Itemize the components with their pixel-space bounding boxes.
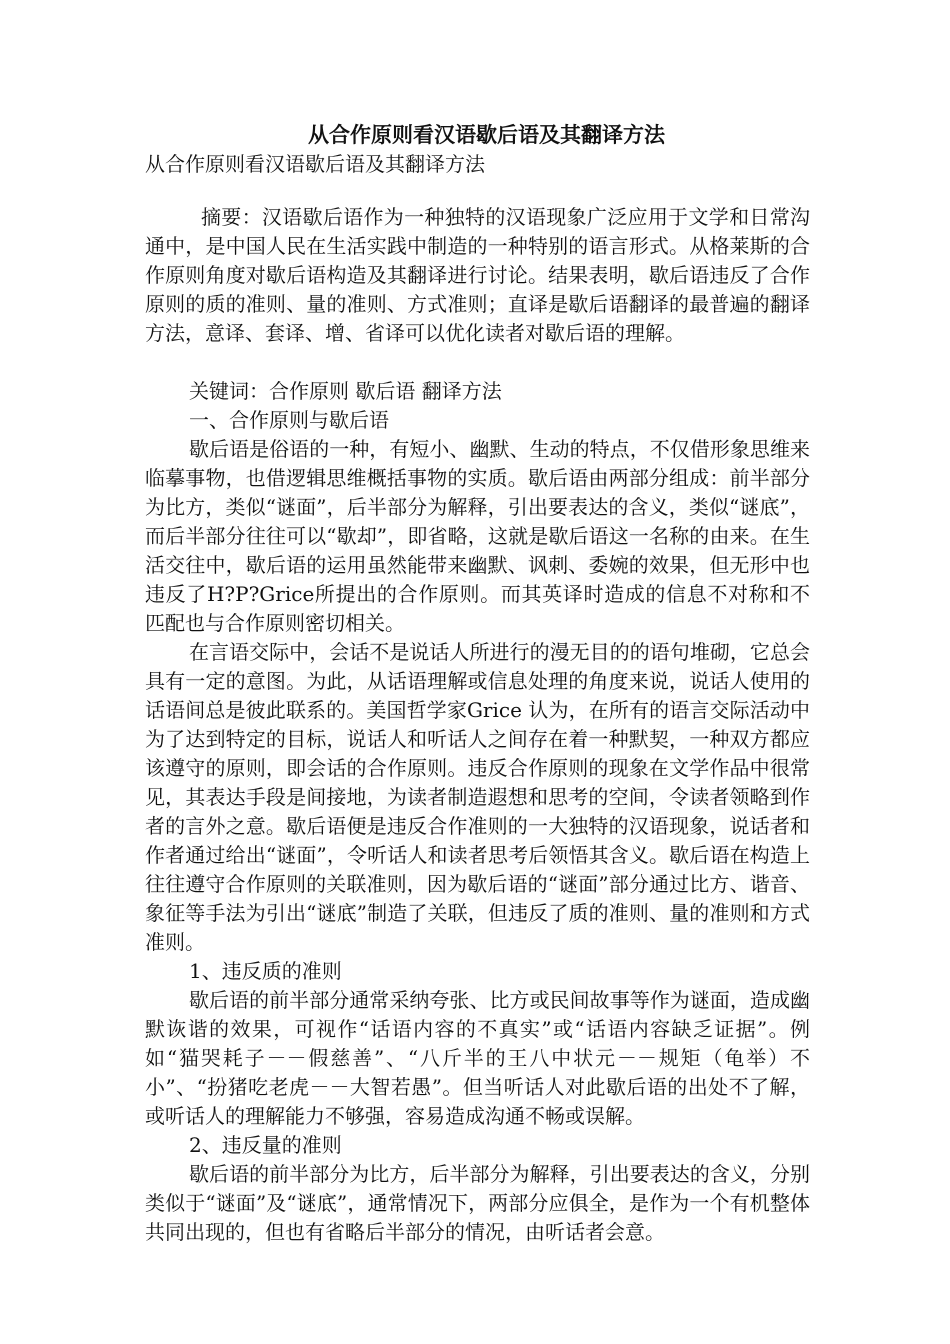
subsection-heading: 1、违反质的准则 [189, 959, 342, 983]
section-heading: 一、合作原则与歇后语 [189, 408, 389, 432]
document-subtitle: 从合作原则看汉语歇后语及其翻译方法 [145, 152, 485, 176]
abstract-paragraph: 摘要：汉语歇后语作为一种独特的汉语现象广泛应用于文学和日常沟通中，是中国人民在生活实践中制造的一种特别的语言形式。从格莱斯的合作原则角度对歇后语构造及其翻译进行讨论。结果表明，歇后语违反了合作原则的质的准则、量的准则、方式准则；直译是歇后语翻译的最普遍的翻译方法，意译、套译、增、省译可以优化读者对歇后语的理解。 [145, 205, 810, 345]
keywords-line: 关键词：合作原则 歇后语 翻译方法 [189, 379, 502, 403]
body-paragraph: 在言语交际中，会话不是说话人所进行的漫无目的的语句堆砌，它总会具有一定的意图。为此，从话语理解或信息处理的角度来说，说话人使用的话语间总是彼此联系的。美国哲学家Grice 认为，在所有的语言交际活动中为了达到特定的目标，说话人和听话人之间存在着一种默契，一种双方都应该遵守的原则，即会话的合作原则。违反合作原则的现象在文学作品中很常见，其表达手段是间接地，为读者制造遐想和思考的空间，令读者领略到作者的言外之意。歇后语便是违反合作准则的一大独特的汉语现象，说话者和作者通过给出“谜面”，令听话人和读者思考后领悟其含义。歇后语在构造上往往遵守合作原则的关联准则，因为歇后语的“谜面”部分通过比方、谐音、象征等手法为引出“谜底”制造了关联，但违反了质的准则、量的准则和方式准则。 [145, 640, 810, 954]
document-page [145, 120, 810, 1247]
blank-line [145, 348, 810, 377]
subsection-heading: 2、违反量的准则 [189, 1133, 342, 1157]
body-paragraph: 歇后语是俗语的一种，有短小、幽默、生动的特点，不仅借形象思维来临摹事物，也借逻辑思维概括事物的实质。歇后语由两部分组成：前半部分为比方，类似“谜面”，后半部分为解释，引出要表达的含义，类似“谜底”，而后半部分往往可以“歇却”，即省略，这就是歇后语这一名称的由来。在生活交往中，歇后语的运用虽然能带来幽默、讽刺、委婉的效果，但无形中也违反了H?P?Grice所提出的合作原则。而其英译时造成的信息不对称和不匹配也与合作原则密切相关。 [145, 437, 810, 635]
document-title: 从合作原则看汉语歇后语及其翻译方法 [308, 122, 665, 147]
body-paragraph: 歇后语的前半部分通常采纳夸张、比方或民间故事等作为谜面，造成幽默诙谐的效果，可视作“话语内容的不真实”或“话语内容缺乏证据”。例如“猫哭耗子－－假慈善”、“八斤半的王八中状元－－规矩（龟举）不小”、“扮猪吃老虎－－大智若愚”。但当听话人对此歇后语的出处不了解，或听话人的理解能力不够强，容易造成沟通不畅或误解。 [145, 988, 810, 1128]
body-paragraph: 歇后语的前半部分为比方，后半部分为解释，引出要表达的含义，分别类似于“谜面”及“谜底”，通常情况下，两部分应俱全，是作为一个有机整体共同出现的，但也有省略后半部分的情况，由听话者会意。 [145, 1162, 810, 1244]
